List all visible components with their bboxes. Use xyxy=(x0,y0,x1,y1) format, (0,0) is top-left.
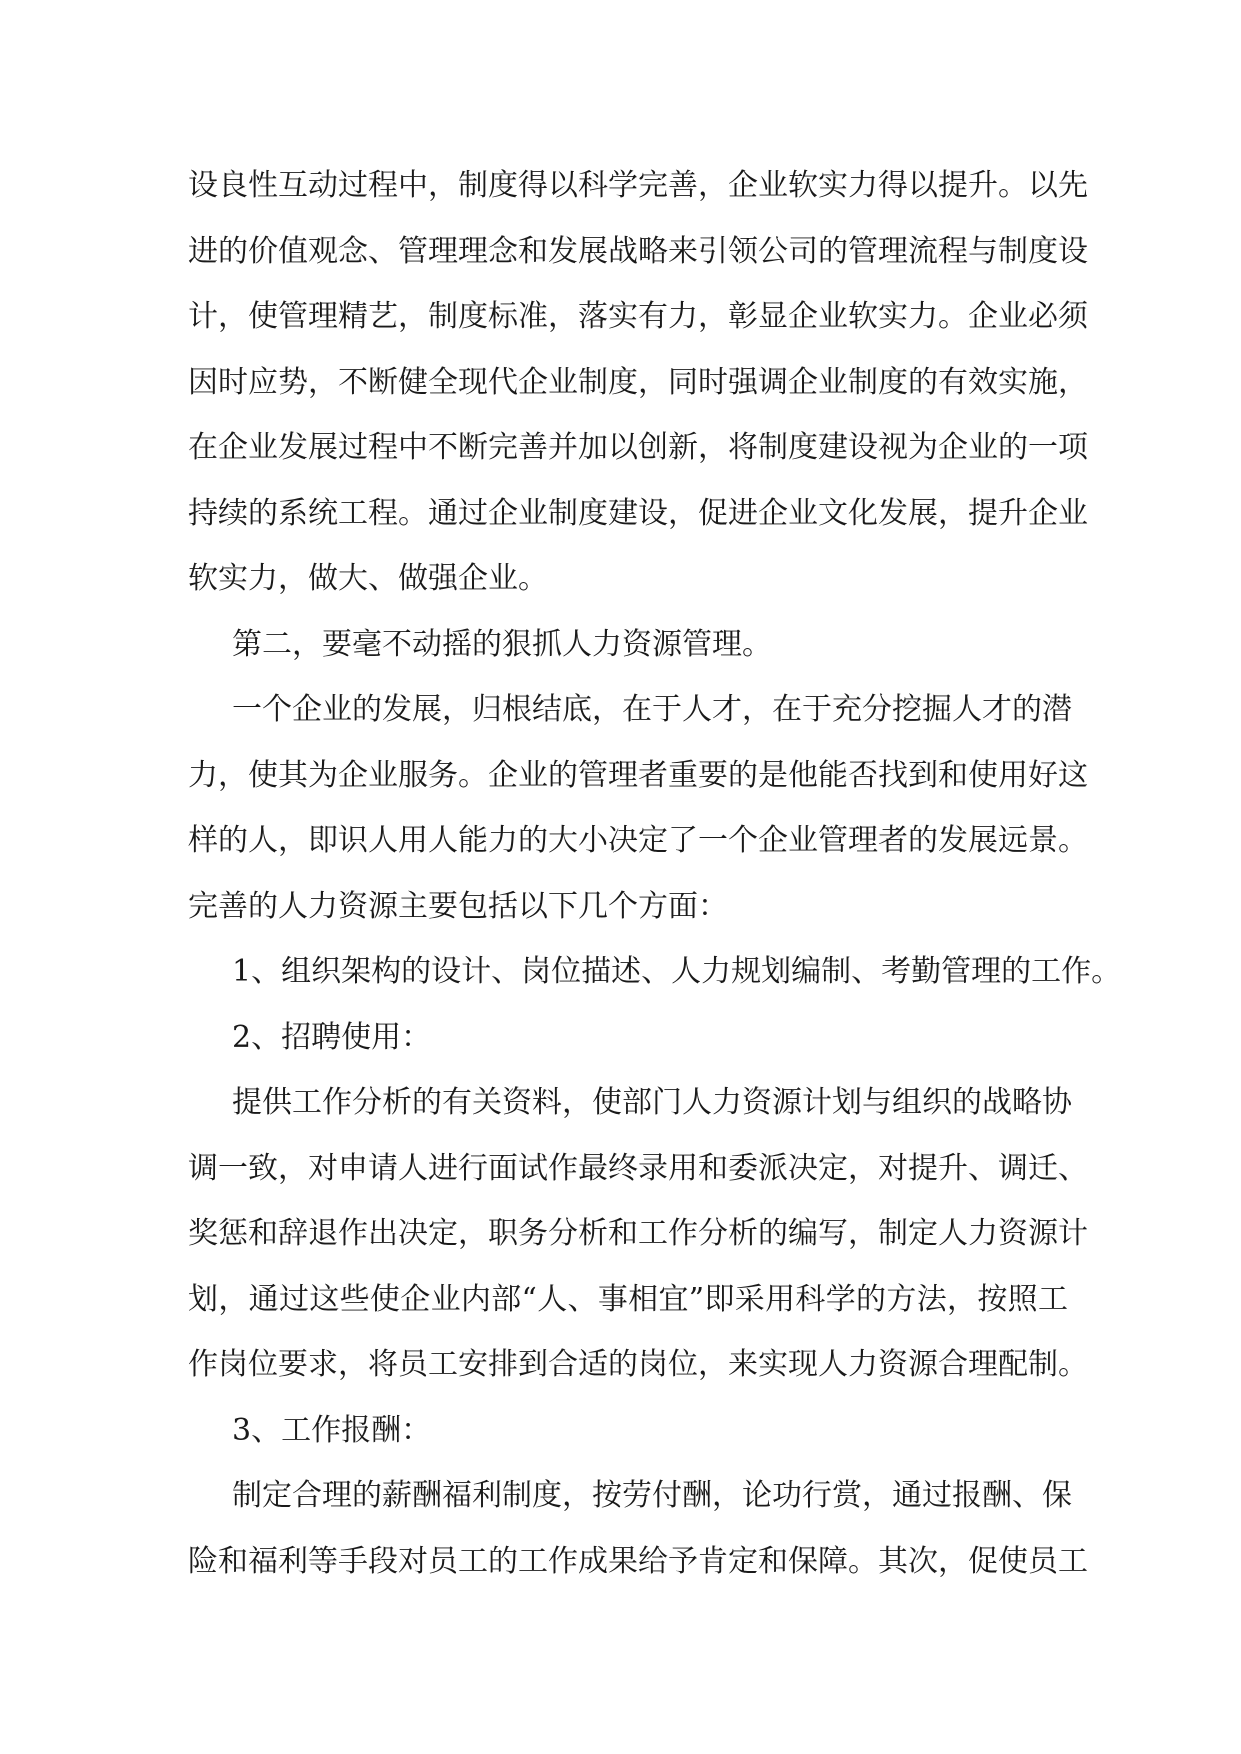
text-line: 2、招聘使用： xyxy=(232,1019,432,1055)
body-text xyxy=(188,153,1122,1594)
text-line: 1、组织架构的设计、岗位描述、人力规划编制、考勤管理的工作。 xyxy=(232,954,1122,989)
text-line: 力，使其为企业服务。企业的管理者重要的是他能否找到和使用好这 xyxy=(188,757,1088,793)
text-line: 因时应势，不断健全现代企业制度，同时强调企业制度的有效实施， xyxy=(188,364,1088,400)
text-line: 软实力，做大、做强企业。 xyxy=(188,561,548,596)
text-line: 一个企业的发展，归根结底，在于人才，在于充分挖掘人才的潜 xyxy=(232,692,1072,727)
text-line: 持续的系统工程。通过企业制度建设，促进企业文化发展，提升企业 xyxy=(188,495,1088,531)
text-line: 第二，要毫不动摇的狠抓人力资源管理。 xyxy=(232,626,772,662)
text-line: 奖惩和辞退作出决定，职务分析和工作分析的编写，制定人力资源计 xyxy=(188,1216,1088,1251)
text-line: 险和福利等手段对员工的工作成果给予肯定和保障。其次，促使员工 xyxy=(188,1543,1088,1579)
text-line: 调一致，对申请人进行面试作最终录用和委派决定，对提升、调迁、 xyxy=(188,1150,1088,1186)
text-line: 制定合理的薪酬福利制度，按劳付酬，论功行赏，通过报酬、保 xyxy=(232,1478,1072,1513)
text-line: 提供工作分析的有关资料，使部门人力资源计划与组织的战略协 xyxy=(232,1085,1072,1120)
text-line: 样的人，即识人用人能力的大小决定了一个企业管理者的发展远景。 xyxy=(188,823,1088,858)
text-line: 完善的人力资源主要包括以下几个方面： xyxy=(188,888,728,924)
text-line: 设良性互动过程中，制度得以科学完善，企业软实力得以提升。以先 xyxy=(188,168,1088,203)
text-line: 作岗位要求，将员工安排到合适的岗位，来实现人力资源合理配制。 xyxy=(188,1347,1088,1382)
text-line: 进的价值观念、管理理念和发展战略来引领公司的管理流程与制度设 xyxy=(188,233,1088,269)
text-line: 划，通过这些使企业内部“人、事相宜”即采用科学的方法，按照工 xyxy=(188,1281,1068,1317)
text-line: 3、工作报酬： xyxy=(232,1412,432,1448)
text-line: 计，使管理精艺，制度标准，落实有力，彰显企业软实力。企业必须 xyxy=(188,299,1088,334)
text-line: 在企业发展过程中不断完善并加以创新，将制度建设视为企业的一项 xyxy=(188,430,1088,465)
